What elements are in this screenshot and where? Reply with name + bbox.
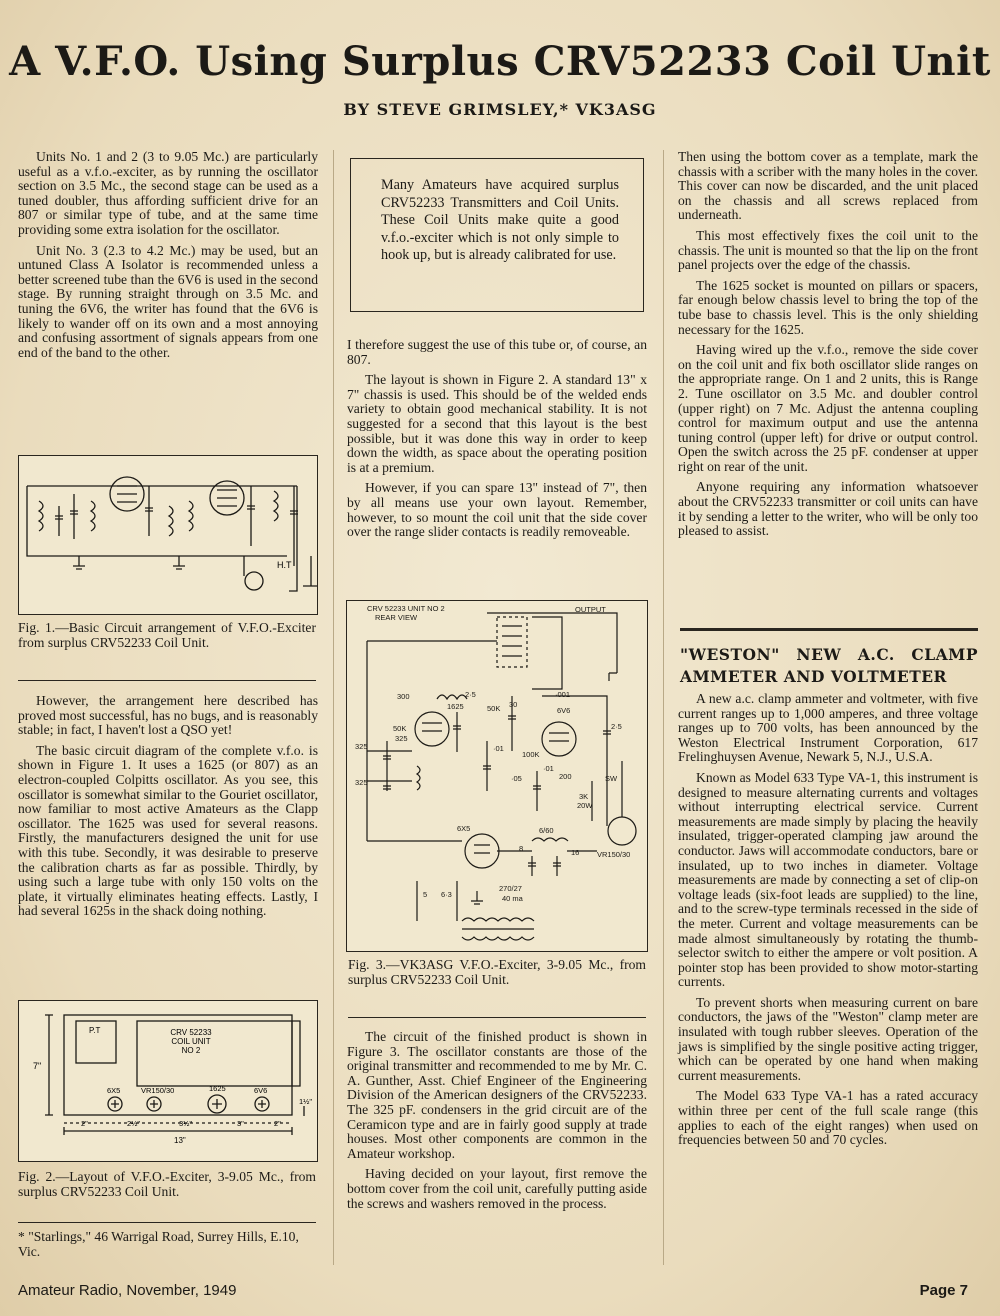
figure-1-schematic (19, 456, 317, 614)
fig3-label: 50K (487, 704, 501, 713)
fig3-label: 270/27 (499, 884, 522, 893)
figure-2-caption: Fig. 2.—Layout of V.F.O.-Exciter, 3-9.05 Mc., from surplus CRV52233 Coil Unit. (18, 1169, 316, 1199)
paragraph: However, if you can spare 13" instead of 7", then by all means use your own layout. Remember, however, to so mount the coil unit that the side cover over the range slider contacts is readily removeable. (347, 480, 647, 540)
paragraph: The circuit of the finished product is shown in Figure 3. The oscillator constants are those of the original transmitter and recommended to me by Mr. C. A. Gunther, Asst. Chief Engineer of the Engineering Division of the American designers of the CRV52233. The 325 pF. condensers in the grid circuit are of the Ceramicon type and are in fairly good supply at trade houses. Most other components are common in the Amateur workshop. (347, 1029, 647, 1161)
footer-publication: Amateur Radio, November, 1949 (18, 1282, 237, 1299)
fig2-unit-label-1: CRV 52233 (170, 1028, 212, 1037)
footnote: * "Starlings," 46 Warrigal Road, Surrey Hills, E.10, Vic. (18, 1229, 299, 1259)
paragraph: This most effectively fixes the coil unit to the chassis. The unit is mounted so that the lip on the front panel projects over the edge of the chassis. (678, 227, 978, 273)
fig3-label: 325 (395, 734, 408, 743)
fig1-ht-label: H.T (277, 560, 292, 570)
figure-1 (18, 455, 318, 615)
fig3-label: VR150/30 (597, 850, 631, 859)
fig2-dim: 2" (81, 1119, 88, 1128)
fig3-label: 100K (522, 750, 540, 759)
weston-heading: "WESTON" NEW A.C. CLAMP AMMETER AND VOLTMETER (680, 645, 978, 686)
column-3-top (678, 150, 978, 545)
fig2-unit-label-3: NO 2 (181, 1046, 201, 1055)
section-rule (680, 628, 978, 631)
paragraph: Units No. 1 and 2 (3 to 9.05 Mc.) are particularly useful as a v.f.o.-exciter, as by running the oscillator section on 3.5 Mc., the second stage can be used as a tuned doubler, thus affording sufficient drive for an 807 or similar type of tube, and at the same time providing some extra isolation for the oscillator. (18, 149, 318, 237)
paragraph: To prevent shorts when measuring current on bare conductors, the jaws of the "Weston" clamp meter are insulated with tough rubber sleeves. Operation of the jaws is simplified by the single positive acting trigger, which can be operated by one hand when making current measurements. (678, 994, 978, 1083)
fig3-output-label: OUTPUT (575, 605, 606, 614)
figure-2-layout (19, 1001, 317, 1161)
fig3-label: 200 (559, 772, 572, 781)
intro-box (350, 158, 644, 312)
byline: BY STEVE GRIMSLEY,* VK3ASG (343, 100, 657, 119)
fig2-dim: 3" (237, 1119, 244, 1128)
fig2-pt-label: P.T (89, 1026, 101, 1035)
paragraph: Known as Model 633 Type VA-1, this instrument is designed to measure alternating currents and voltages without interrupting electrical service. Current measurements are made simply by placing the heavily insulated, trigger-operated clamping jaw around the conductor. Jaws will accommodate conductors, bare or insulated, up to two inches in diameter. Voltage measurements are made by connecting a set of clip-on voltage leads (six-foot leads are supplied) to the line, and to the screw-type terminals recessed in the side of the meter. Current and voltage measurements can be made almost simultaneously by rotating the thumb-selector switch to either the ampere or volt position. A pointer stop has been provided to show motor-starting currents. (678, 769, 978, 990)
paragraph: However, the arrangement here described has proved most successful, has no bugs, and is reasonably stable; in fact, I haven't lost a QSO yet! (18, 693, 318, 738)
fig3-label: 6/60 (539, 826, 554, 835)
column-1-middle (18, 694, 318, 925)
column-divider-1 (333, 150, 334, 1265)
fig3-label: 1625 (447, 702, 464, 711)
paragraph: Having decided on your layout, first remove the bottom cover from the coil unit, carefully putting aside the screws and washers removed in the process. (347, 1166, 647, 1211)
fig3-label: 6X5 (457, 824, 471, 833)
fig2-tube-1625: 1625 (209, 1084, 226, 1093)
fig3-label: SW (605, 774, 618, 783)
fig3-label: ·01 (493, 744, 504, 753)
fig2-dim: 2½" (127, 1119, 141, 1128)
figure-3-caption: Fig. 3.—VK3ASG V.F.O.-Exciter, 3-9.05 Mc., from surplus CRV52233 Coil Unit. (348, 957, 646, 987)
paragraph: The basic circuit diagram of the complete v.f.o. is shown in Figure 1. It uses a 1625 (or 807) as an electron-coupled Colpitts oscillator. As you see, this oscillator is somewhat similar to the Gouriet oscillator, now familiar to most active Amateurs as the Clapp oscillator. The 1625 was used for several reasons. Firstly, the manufacturers designed the unit for use with this tube. Secondly, it was desirable to preserve the calibration charts as far as possible. Thirdly, by using such a large tube with only 150 volts on the plate, it virtually eliminates heating effects. Lastly, I had several 1625s in the shack doing nothing. (18, 742, 318, 919)
figure-2 (18, 1000, 318, 1162)
column-divider-2 (663, 150, 664, 1265)
paragraph: The layout is shown in Figure 2. A standard 13" x 7" chassis is used. This should be of the welded ends variety to obtain good mechanical stability. It is not suggested for a second that this layout is the best possible, but it was done this way in order to keep down the width, as space about the operating position is at a premium. (347, 372, 647, 475)
fig3-subtitle: REAR VIEW (375, 613, 418, 622)
fig2-width-dim: 13" (174, 1136, 186, 1145)
fig3-label: 6·3 (441, 890, 452, 899)
fig3-label: 40 ma (502, 894, 523, 903)
divider-rule (348, 1017, 646, 1018)
fig3-label: 8 (519, 844, 524, 853)
fig3-label: 20W (577, 801, 593, 810)
fig3-label: 30 (509, 700, 518, 709)
fig3-label: 50K (393, 724, 407, 733)
footer-page-number: Page 7 (919, 1282, 968, 1299)
fig2-unit-label-2: COIL UNIT (171, 1037, 211, 1046)
column-3-bottom (678, 692, 978, 1154)
fig3-label: 2·5 (465, 690, 476, 699)
fig2-tube-6v6: 6V6 (254, 1086, 268, 1095)
fig3-label: 2·5 (611, 722, 622, 731)
paragraph: I therefore suggest the use of this tube or, of course, an 807. (347, 337, 647, 367)
fig3-label: 5 (423, 890, 428, 899)
paragraph: The 1625 socket is mounted on pillars or spacers, far enough below chassis level to bring the top of the tube base to chassis level. This is the only shielding necessary for the 1625. (678, 277, 978, 337)
paragraph: Unit No. 3 (2.3 to 4.2 Mc.) may be used, but an untuned Class A Isolator is recommended unless a better screened tube than the 6V6 is used in the second stage. By running straight through on 3.5 Mc. and tuning the 6V6, the writer has found that the 6V6 is likely to wander off on its own and a most annoying and confusing assortment of signals appears from one end of the band to the other. (18, 242, 318, 360)
fig2-dim: 3½" (179, 1119, 193, 1128)
fig3-label: 16 (571, 848, 580, 857)
fig3-label: ·05 (511, 774, 522, 783)
paragraph: Then using the bottom cover as a template, mark the chassis with a scriber with the many holes in the cover. This cover can now be discarded, and the unit placed on the chassis and all screws replaced from underneath. (678, 149, 978, 223)
intro-box-text: Many Amateurs have acquired surplus CRV52233 Transmitters and Coil Units. These Coil Units make quite a good v.f.o.-exciter which is not only simple to hook up, but is already calibrated for use. (381, 177, 619, 264)
fig2-tube-vr150: VR150/30 (141, 1086, 175, 1095)
figure-1-caption: Fig. 1.—Basic Circuit arrangement of V.F.O.-Exciter from surplus CRV52233 Coil Unit. (18, 620, 316, 650)
paragraph: Anyone requiring any information whatsoever about the CRV52233 transmitter or coil units can have it by sending a letter to the writer, who will be only too pleased to assist. (678, 479, 978, 539)
fig3-label: 325 (355, 778, 368, 787)
divider-rule (18, 680, 316, 681)
paragraph: Having wired up the v.f.o., remove the side cover on the coil unit and fix both oscillator slide ranges on the appropriate range. On 1 and 2 units, this is Range 2. Tune oscillator on 3.5 Mc. and doubler control (upper right) on 7 Mc. Adjust the antenna coupling control for maximum output and use the antenna tuning control (upper left) for drive or output control. Open the switch across the 25 pF. condenser at upper right on rear of the unit. (678, 342, 978, 474)
column-1-top (18, 150, 318, 366)
footnote-rule (18, 1222, 316, 1223)
fig2-height-dim: 7" (33, 1061, 42, 1071)
fig3-label: ·01 (543, 764, 554, 773)
fig3-label: 3K (579, 792, 589, 801)
fig2-dim: 2" (274, 1119, 281, 1128)
paragraph: The Model 633 Type VA-1 has a rated accuracy within three per cent of the full scale range (this applies to each of the eight ranges) when used on frequencies between 50 and 70 cycles. (678, 1088, 978, 1148)
fig2-dim: 1½" (299, 1097, 313, 1106)
fig3-label: 6V6 (557, 706, 571, 715)
figure-3 (346, 600, 648, 952)
fig3-title: CRV 52233 UNIT NO 2 (367, 604, 445, 613)
fig3-label: 325 (355, 742, 368, 751)
figure-3-schematic (347, 601, 647, 951)
fig2-tube-6x5: 6X5 (107, 1086, 121, 1095)
fig3-label: ·001 (555, 690, 571, 699)
article-title: A V.F.O. Using Surplus CRV52233 Coil Unit (9, 38, 991, 85)
column-2-bottom (347, 1030, 647, 1217)
fig3-label: 300 (397, 692, 410, 701)
paragraph: A new a.c. clamp ammeter and voltmeter, with five current ranges up to 1,000 amperes, and three voltage ranges up to 700 volts, has been announced by the Weston Electrical Instrument Corporation, 617 Frelinghuysen Avenue, Newark 5, N.J., U.S.A. (678, 691, 978, 765)
column-2-top (347, 338, 647, 546)
